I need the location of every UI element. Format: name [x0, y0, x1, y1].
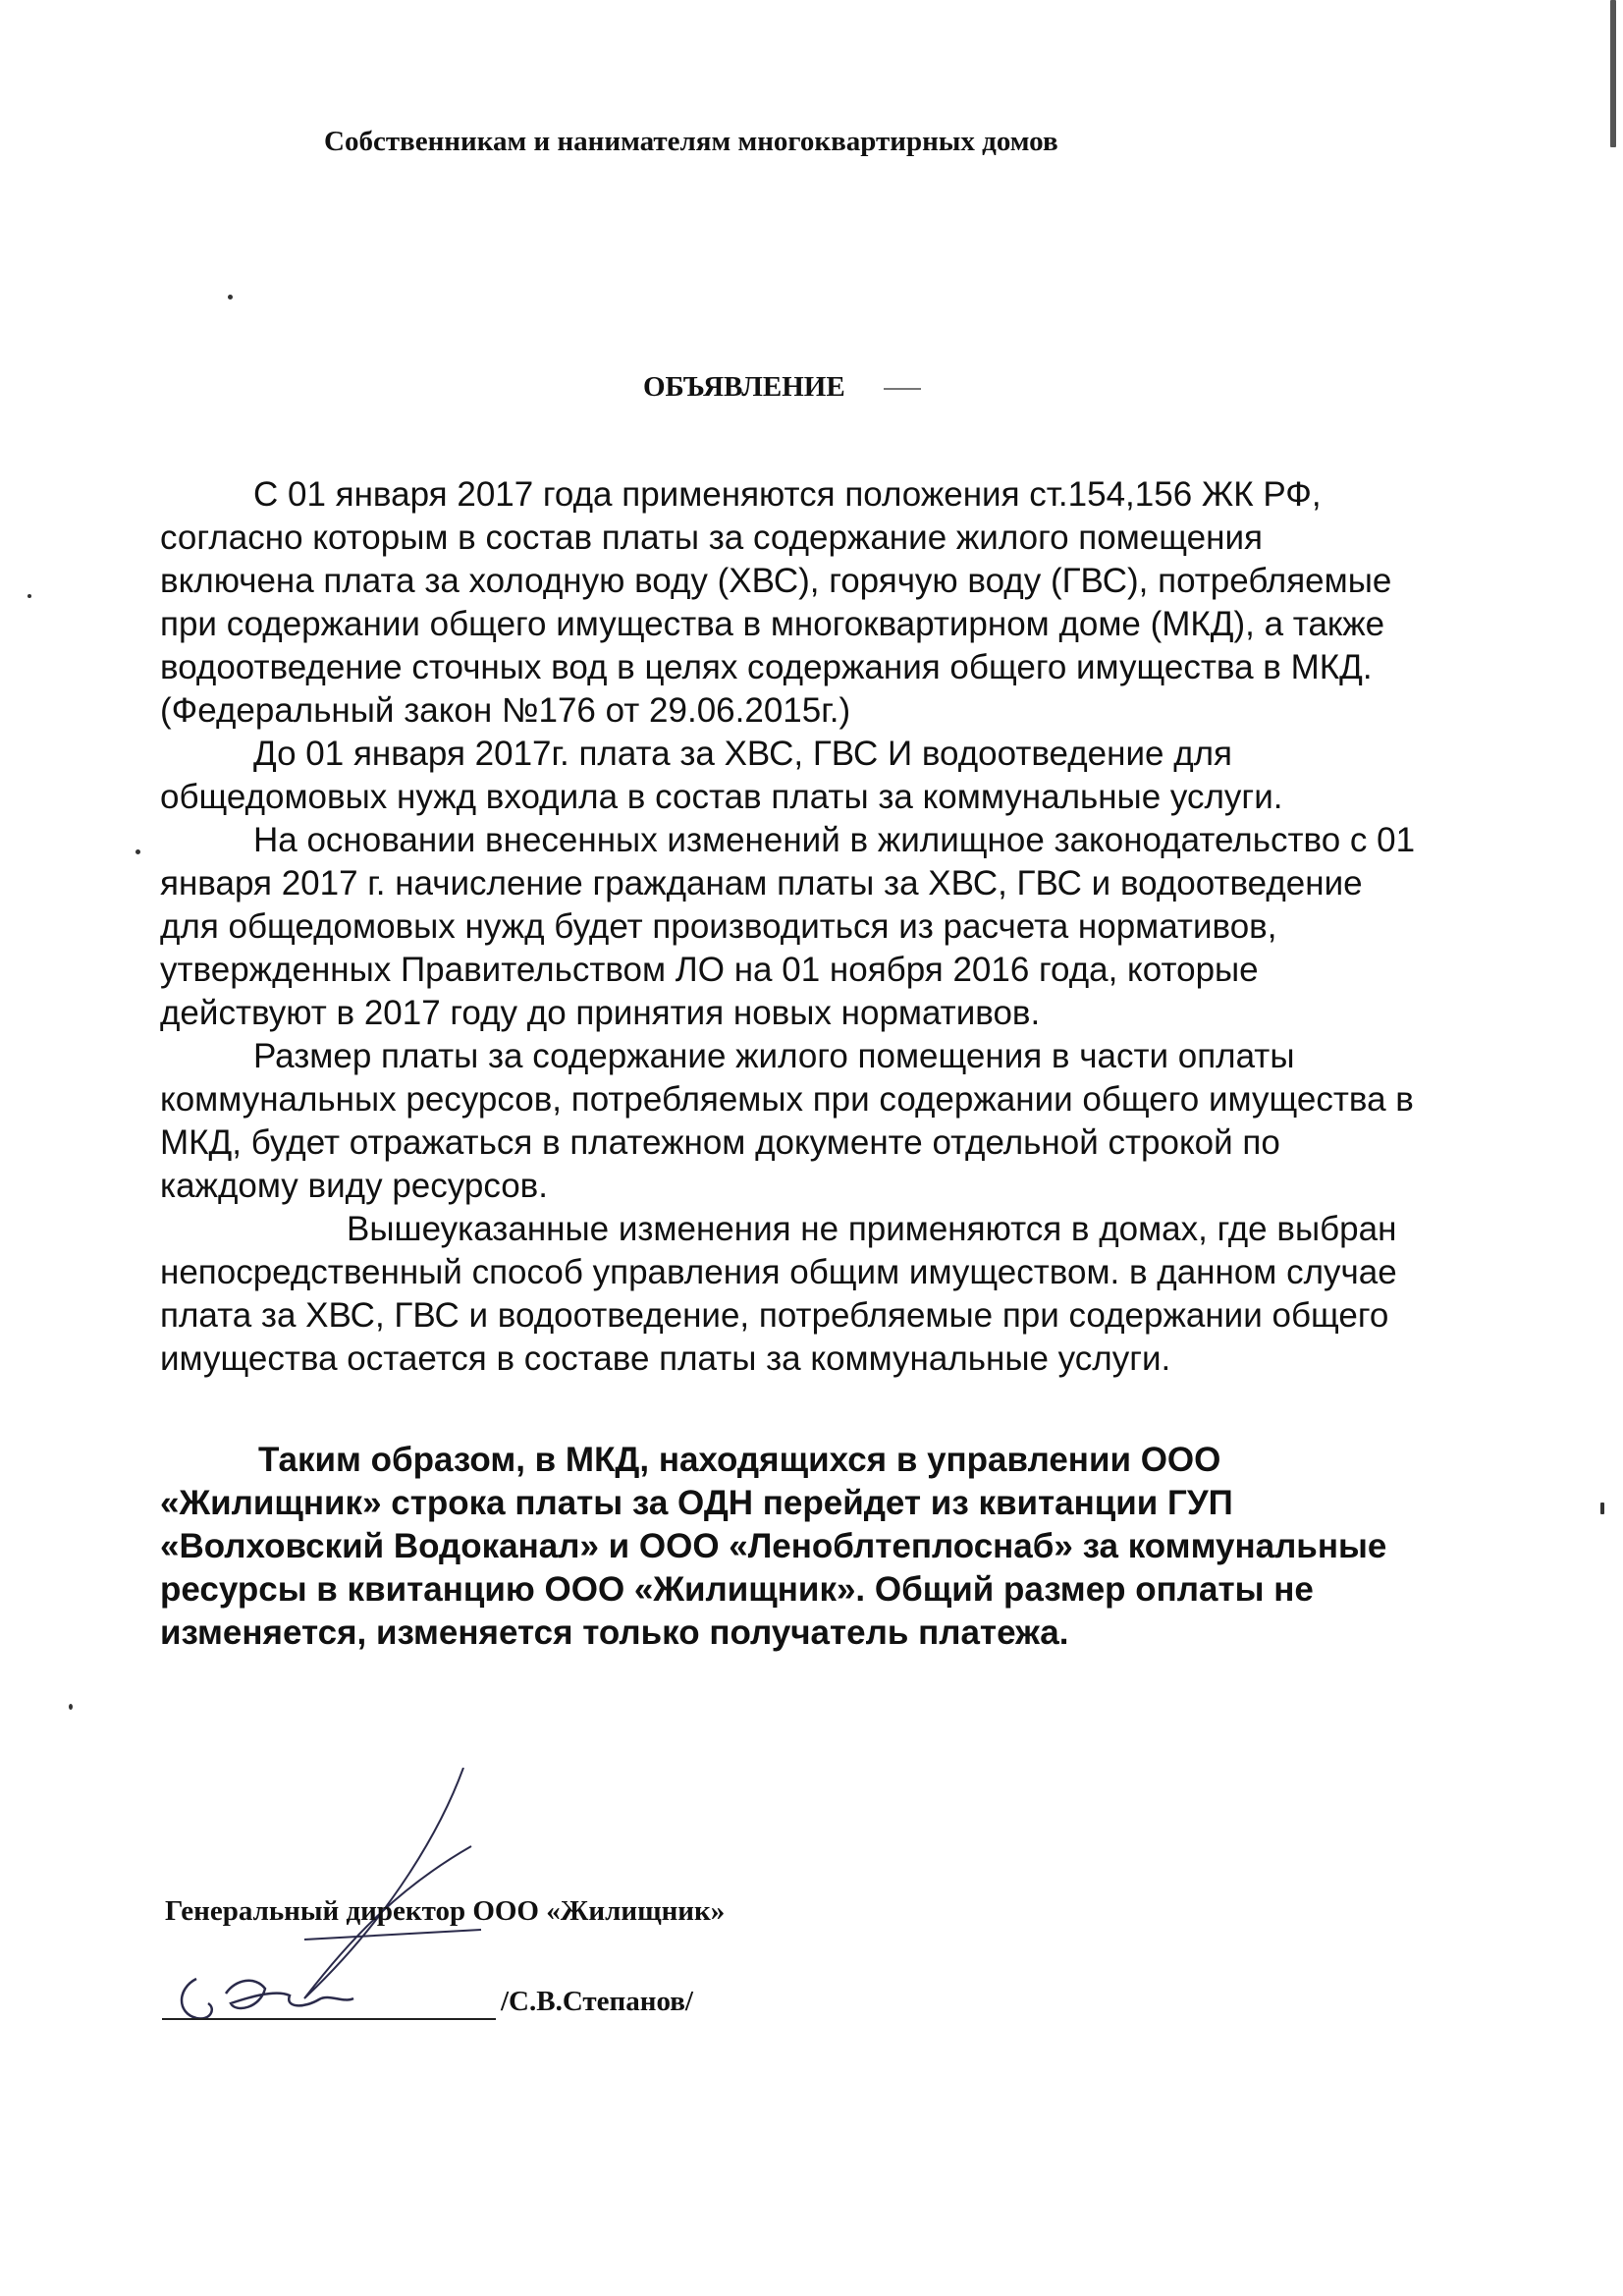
- signer-name: /С.В.Степанов/: [501, 1986, 693, 2017]
- scan-speck: [27, 594, 31, 598]
- signature-line: [162, 2018, 496, 2020]
- conclusion-block: [160, 1439, 1422, 1655]
- addressee-line: Собственникам и нанимателям многоквартирных домов: [324, 126, 1058, 157]
- paragraph-4: Размер платы за содержание жилого помещения в части оплаты коммунальных ресурсов, потребляемых при содержании общего имущества в МКД, будет отражаться в платежном документе отдельной строкой по каждому виду ресурсов.: [160, 1037, 1414, 1205]
- scan-speck: [1610, 0, 1616, 147]
- director-position: Генеральный директор ООО «Жилищник»: [165, 1895, 726, 1927]
- document-title: ОБЪЯВЛЕНИЕ: [643, 371, 845, 403]
- body-text: [160, 473, 1422, 1381]
- scan-speck: [135, 849, 140, 854]
- paragraph-5: Вышеуказанные изменения не применяются в домах, где выбран непосредственный способ управления общим имуществом. в данном случае плата за ХВС, ГВС и водоотведение, потребляемые при содержании общего имущества остается в составе платы за коммунальные услуги.: [160, 1210, 1397, 1378]
- title-dash-mark: [884, 388, 921, 390]
- scan-speck: [1600, 1503, 1604, 1514]
- scan-speck: [69, 1704, 73, 1710]
- paragraph-1: С 01 января 2017 года применяются положения ст.154,156 ЖК РФ, согласно которым в состав платы за содержание жилого помещения включена плата за холодную воду (ХВС), горячую воду (ГВС), потребляемые при содержании общего имущества в многоквартирном доме (МКД), а также водоотведение сточных вод в целях содержания общего имущества в МКД. (Федеральный закон №176 от 29.06.2015г.): [160, 475, 1392, 730]
- conclusion-paragraph: Таким образом, в МКД, находящихся в управлении ООО «Жилищник» строка платы за ОДН перейдет из квитанции ГУП «Волховский Водоканал» и ООО «Леноблтеплоснаб» за коммунальные ресурсы в квитанцию ООО «Жилищник». Общий размер оплаты не изменяется, изменяется только получатель платежа.: [160, 1441, 1387, 1652]
- scan-speck: [228, 295, 233, 300]
- paragraph-3: На основании внесенных изменений в жилищное законодательство с 01 января 2017 г. начисление гражданам платы за ХВС, ГВС и водоотведение для общедомовых нужд будет производиться из расчета нормативов, утвержденных Правительством ЛО на 01 ноября 2016 года, которые действуют в 2017 году до принятия новых нормативов.: [160, 821, 1416, 1032]
- paragraph-2: До 01 января 2017г. плата за ХВС, ГВС И водоотведение для общедомовых нужд входила в состав платы за коммунальные услуги.: [160, 735, 1283, 816]
